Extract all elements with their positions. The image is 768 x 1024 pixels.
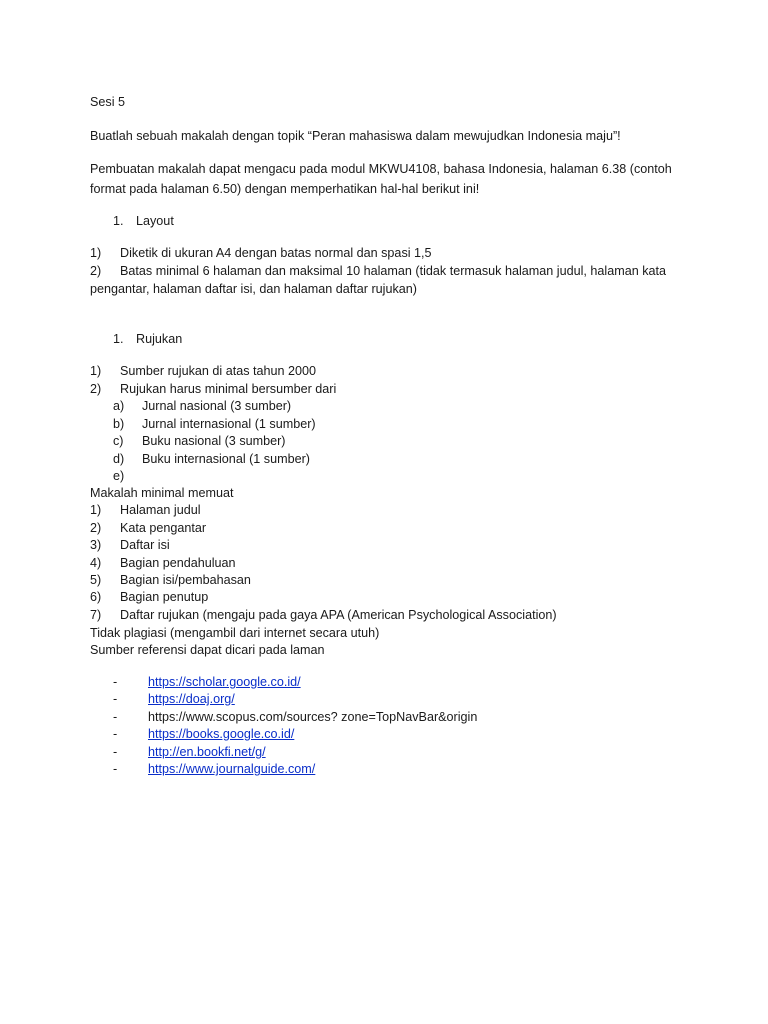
rujukan-subitem-text: Jurnal nasional (3 sumber) — [142, 399, 292, 413]
link-bullet: - — [113, 710, 118, 724]
link-journalguide[interactable]: https://www.journalguide.com/ — [148, 762, 316, 776]
rujukan-subitem-marker: e) — [113, 469, 125, 483]
session-title: Sesi 5 — [90, 95, 126, 109]
link-bookfi[interactable]: http://en.bookfi.net/g/ — [148, 745, 266, 759]
contents-item-text: Daftar isi — [120, 538, 170, 552]
link-bullet: - — [113, 675, 118, 689]
section-rujukan-number: 1. — [113, 332, 124, 346]
section-rujukan-title: Rujukan — [136, 332, 183, 346]
rujukan-subitem-marker: a) — [113, 399, 125, 413]
rujukan-subitem-marker: c) — [113, 434, 124, 448]
contents-heading: Makalah minimal memuat — [90, 486, 234, 500]
contents-item-text: Halaman judul — [120, 503, 201, 517]
contents-item-marker: 2) — [90, 521, 102, 535]
link-bullet: - — [113, 692, 118, 706]
rujukan-subitem-marker: b) — [113, 417, 125, 431]
contents-item-text: Daftar rujukan (mengaju pada gaya APA (American Psychological Association) — [120, 608, 557, 622]
section-layout-title: Layout — [136, 214, 174, 228]
link-google-books[interactable]: https://books.google.co.id/ — [148, 727, 295, 741]
contents-item-marker: 6) — [90, 590, 102, 604]
contents-item-text: Bagian pendahuluan — [120, 556, 236, 570]
contents-item-marker: 4) — [90, 556, 102, 570]
contents-item-marker: 3) — [90, 538, 102, 552]
rujukan-item-text: Rujukan harus minimal bersumber dari — [120, 382, 337, 396]
plagiarism-note: Tidak plagiasi (mengambil dari internet secara utuh) — [90, 626, 380, 640]
layout-item-marker: 1) — [90, 246, 102, 260]
contents-item-text: Kata pengantar — [120, 521, 207, 535]
sources-heading: Sumber referensi dapat dicari pada laman — [90, 643, 325, 657]
assignment-instruction: Buatlah sebuah makalah dengan topik “Peran mahasiswa dalam mewujudkan Indonesia maju”! — [90, 129, 621, 143]
section-layout-number: 1. — [113, 214, 124, 228]
link-doaj[interactable]: https://doaj.org/ — [148, 692, 235, 706]
url-scopus: https://www.scopus.com/sources? zone=TopNavBar&origin — [148, 710, 478, 724]
rujukan-subitem-text: Buku nasional (3 sumber) — [142, 434, 286, 448]
reference-paragraph-line-2: format pada halaman 6.50) dengan memperhatikan hal-hal berikut ini! — [90, 182, 480, 196]
layout-item-text: Batas minimal 6 halaman dan maksimal 10 halaman (tidak termasuk halaman judul, halaman kata — [120, 264, 667, 278]
contents-item-marker: 7) — [90, 608, 102, 622]
rujukan-item-marker: 1) — [90, 364, 102, 378]
link-bullet: - — [113, 745, 118, 759]
layout-item-marker: 2) — [90, 264, 102, 278]
rujukan-item-text: Sumber rujukan di atas tahun 2000 — [120, 364, 317, 378]
rujukan-subitem-text: Buku internasional (1 sumber) — [142, 452, 310, 466]
contents-item-text: Bagian penutup — [120, 590, 209, 604]
contents-item-marker: 1) — [90, 503, 102, 517]
contents-item-marker: 5) — [90, 573, 102, 587]
layout-item-continuation: pengantar, halaman daftar isi, dan halaman daftar rujukan) — [90, 282, 417, 296]
link-scholar-google[interactable]: https://scholar.google.co.id/ — [148, 675, 301, 689]
reference-paragraph-line-1: Pembuatan makalah dapat mengacu pada modul MKWU4108, bahasa Indonesia, halaman 6.38 (contoh — [90, 162, 672, 176]
rujukan-item-marker: 2) — [90, 382, 102, 396]
rujukan-subitem-text: Jurnal internasional (1 sumber) — [142, 417, 316, 431]
rujukan-subitem-marker: d) — [113, 452, 125, 466]
link-bullet: - — [113, 727, 118, 741]
layout-item-text: Diketik di ukuran A4 dengan batas normal dan spasi 1,5 — [120, 246, 432, 260]
link-bullet: - — [113, 762, 118, 776]
contents-item-text: Bagian isi/pembahasan — [120, 573, 251, 587]
